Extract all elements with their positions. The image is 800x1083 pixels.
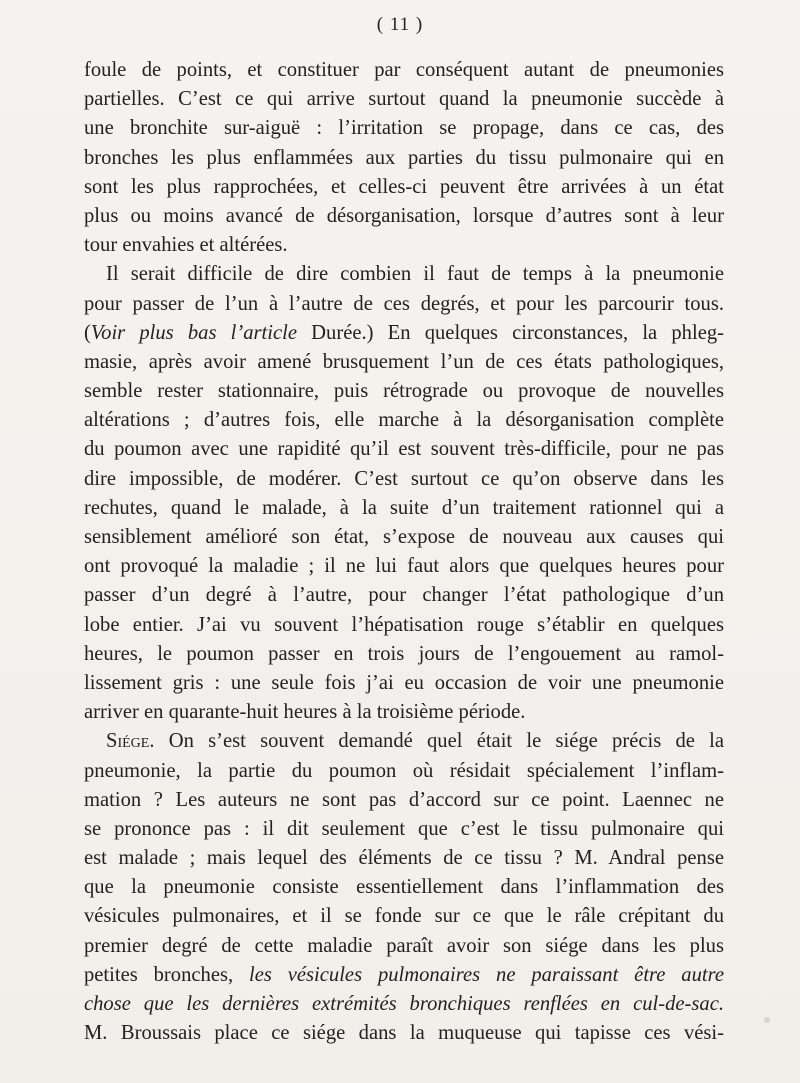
text-line: ont provoqué la maladie ; il ne lui faut alors que quelques heures pour xyxy=(84,555,724,578)
text-line: se prononce pas : il dit seulement que c’est le tissu pulmonaire qui xyxy=(84,817,724,840)
text-run: On s’est souvent demandé quel était le siége précis de la xyxy=(154,730,724,753)
text-line: lobe entier. J’ai vu souvent l’hépatisation rouge s’établir en quelques xyxy=(84,613,724,636)
text-line: mation ? Les auteurs ne sont pas d’accord sur ce point. Laennec ne xyxy=(84,788,724,811)
text-line: vésicules pulmonaires, et il se fonde sur ce que le râle crépitant du xyxy=(84,905,724,928)
text-line: masie, après avoir amené brusquement l’un de ces états pathologiques, xyxy=(84,350,724,373)
text-line: semble rester stationnaire, puis rétrograde ou provoque de nouvelles xyxy=(84,380,724,403)
text-run: petites bronches, xyxy=(84,963,249,986)
document-text xyxy=(84,56,724,1048)
text-line: que la pneumonie consiste essentiellement dans l’inflammation des xyxy=(84,876,724,899)
paper-mark-dot xyxy=(764,1017,770,1023)
text-line: altérations ; d’autres fois, elle marche à la désorganisation complète xyxy=(84,409,724,432)
text-line: est malade ; mais lequel des éléments de ce tissu ? M. Andral pense xyxy=(84,847,724,870)
text-line: heures, le poumon passer en trois jours de l’engouement au ramol- xyxy=(84,642,724,665)
text-line: pour passer de l’un à l’autre de ces degrés, et pour les parcourir tous. xyxy=(84,292,724,315)
text-line: chose que les dernières extrémités bronchiques renflées en cul-de-sac. xyxy=(84,993,724,1015)
italic-reference: Voir plus bas l’article xyxy=(90,321,297,344)
text-run: Durée.) En quelques circonstances, la phleg- xyxy=(297,321,724,344)
text-line: Il serait difficile de dire combien il faut de temps à la pneumonie xyxy=(106,263,724,286)
italic-quote: les vésicules pulmonaires ne paraissant être autre xyxy=(249,963,725,986)
text-line: arriver en quarante-huit heures à la troisième période. xyxy=(84,701,526,724)
text-line: du poumon avec une rapidité qu’il est souvent très-difficile, pour ne pas xyxy=(84,438,724,461)
text-line xyxy=(84,727,724,756)
text-run: ( xyxy=(84,321,91,344)
page-number: ( 11 ) xyxy=(376,14,424,35)
text-line: une bronchite sur-aiguë : l’irritation se propage, dans ce cas, des xyxy=(84,117,724,140)
text-line: premier degré de cette maladie paraît avoir son siége dans les plus xyxy=(84,934,724,957)
text-line: lissement gris : une seule fois j’ai eu occasion de voir une pneumonie xyxy=(84,671,724,694)
text-line: plus ou moins avancé de désorganisation, lorsque d’autres sont à leur xyxy=(84,204,724,227)
section-heading: Siége. xyxy=(106,730,155,753)
text-line: rechutes, quand le malade, à la suite d’un traitement rationnel qui a xyxy=(84,496,724,519)
text-line: dire impossible, de modérer. C’est surtout ce qu’on observe dans les xyxy=(84,467,724,490)
text-line: M. Broussais place ce siége dans la muqueuse qui tapisse ces vési- xyxy=(84,1022,724,1045)
text-line: tour envahies et altérées. xyxy=(84,234,288,257)
text-line: sensiblement amélioré son état, s’expose de nouveau aux causes qui xyxy=(84,526,724,548)
text-line: pneumonie, la partie du poumon où résidait spécialement l’inflam- xyxy=(84,759,724,782)
text-line: partielles. C’est ce qui arrive surtout quand la pneumonie succède à xyxy=(84,88,724,111)
text-line xyxy=(84,319,724,348)
text-line: bronches les plus enflammées aux parties du tissu pulmonaire qui en xyxy=(84,146,724,169)
text-line: passer d’un degré à l’autre, pour changer l’état pathologique d’un xyxy=(84,584,724,607)
text-line xyxy=(84,961,724,990)
text-line: foule de points, et constituer par conséquent autant de pneumonies xyxy=(84,59,724,81)
text-line: sont les plus rapprochées, et celles-ci peuvent être arrivées à un état xyxy=(84,175,724,198)
